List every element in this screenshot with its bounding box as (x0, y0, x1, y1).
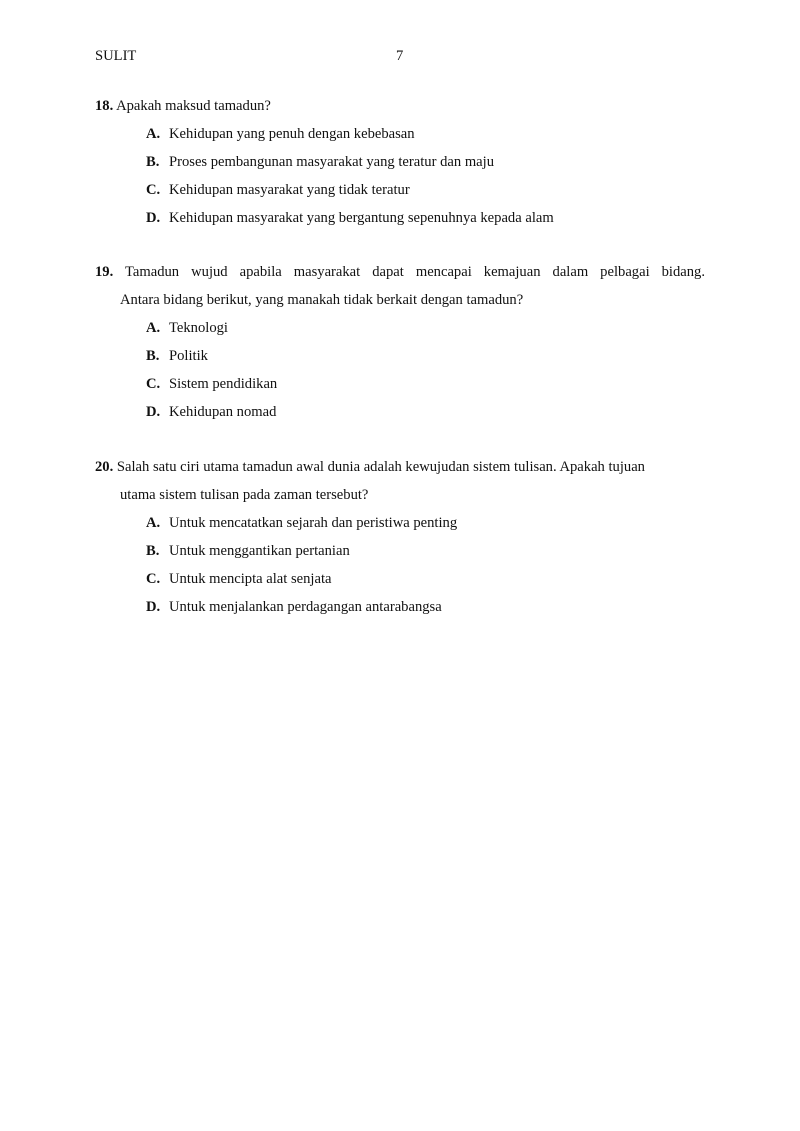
option-d (95, 204, 705, 232)
option-c (95, 370, 705, 398)
option-letter: D. (146, 599, 161, 615)
question-stem (95, 258, 705, 286)
option-a (95, 509, 705, 537)
option-text: Kehidupan masyarakat yang tidak teratur (169, 182, 410, 198)
question-text-continued: Antara bidang berikut, yang manakah tidak berkait dengan tamadun? (120, 292, 524, 308)
option-letter: B. (146, 154, 160, 170)
option-d (95, 593, 705, 621)
option-text: Kehidupan yang penuh dengan kebebasan (169, 126, 415, 142)
option-letter: C. (146, 182, 161, 198)
option-text: Kehidupan nomad (169, 404, 277, 420)
option-letter: B. (146, 348, 160, 364)
option-b (95, 342, 705, 370)
option-text: Untuk mencatatkan sejarah dan peristiwa penting (169, 515, 458, 531)
option-letter: B. (146, 543, 160, 559)
question-number: 19. (95, 264, 114, 280)
option-c (95, 565, 705, 593)
option-letter: D. (146, 404, 161, 420)
option-text: Teknologi (169, 320, 228, 336)
option-text: Untuk menjalankan perdagangan antarabangsa (169, 599, 442, 615)
option-letter: A. (146, 126, 161, 142)
option-text: Proses pembangunan masyarakat yang teratur dan maju (169, 154, 495, 170)
option-text: Sistem pendidikan (169, 376, 278, 392)
question-number: 20. (95, 459, 114, 475)
option-c (95, 176, 705, 204)
option-text: Untuk menggantikan pertanian (169, 543, 350, 559)
question-text-continued: utama sistem tulisan pada zaman tersebut? (120, 487, 369, 503)
question-text: Salah satu ciri utama tamadun awal dunia adalah kewujudan sistem tulisan. Apakah tujuan (116, 459, 645, 475)
option-b (95, 537, 705, 565)
option-letter: C. (146, 376, 161, 392)
option-letter: A. (146, 515, 161, 531)
page-number: 7 (396, 48, 404, 64)
option-d (95, 398, 705, 426)
question-text: Tamadun wujud apabila masyarakat dapat mencapai kemajuan dalam pelbagai bidang. (125, 264, 706, 280)
question-stem (95, 92, 705, 120)
option-a (95, 120, 705, 148)
option-text: Kehidupan masyarakat yang bergantung sepenuhnya kepada alam (169, 210, 554, 226)
option-letter: C. (146, 571, 161, 587)
question-number: 18. (95, 98, 114, 114)
question-text: Apakah maksud tamadun? (116, 98, 271, 114)
option-text: Untuk mencipta alat senjata (169, 571, 332, 587)
option-text: Politik (169, 348, 208, 364)
option-letter: A. (146, 320, 161, 336)
classification-label: SULIT (95, 48, 137, 64)
option-a (95, 314, 705, 342)
option-b (95, 148, 705, 176)
option-letter: D. (146, 210, 161, 226)
question-19 (95, 258, 705, 426)
question-20 (95, 453, 705, 621)
question-18 (95, 92, 705, 232)
question-stem (95, 453, 705, 481)
